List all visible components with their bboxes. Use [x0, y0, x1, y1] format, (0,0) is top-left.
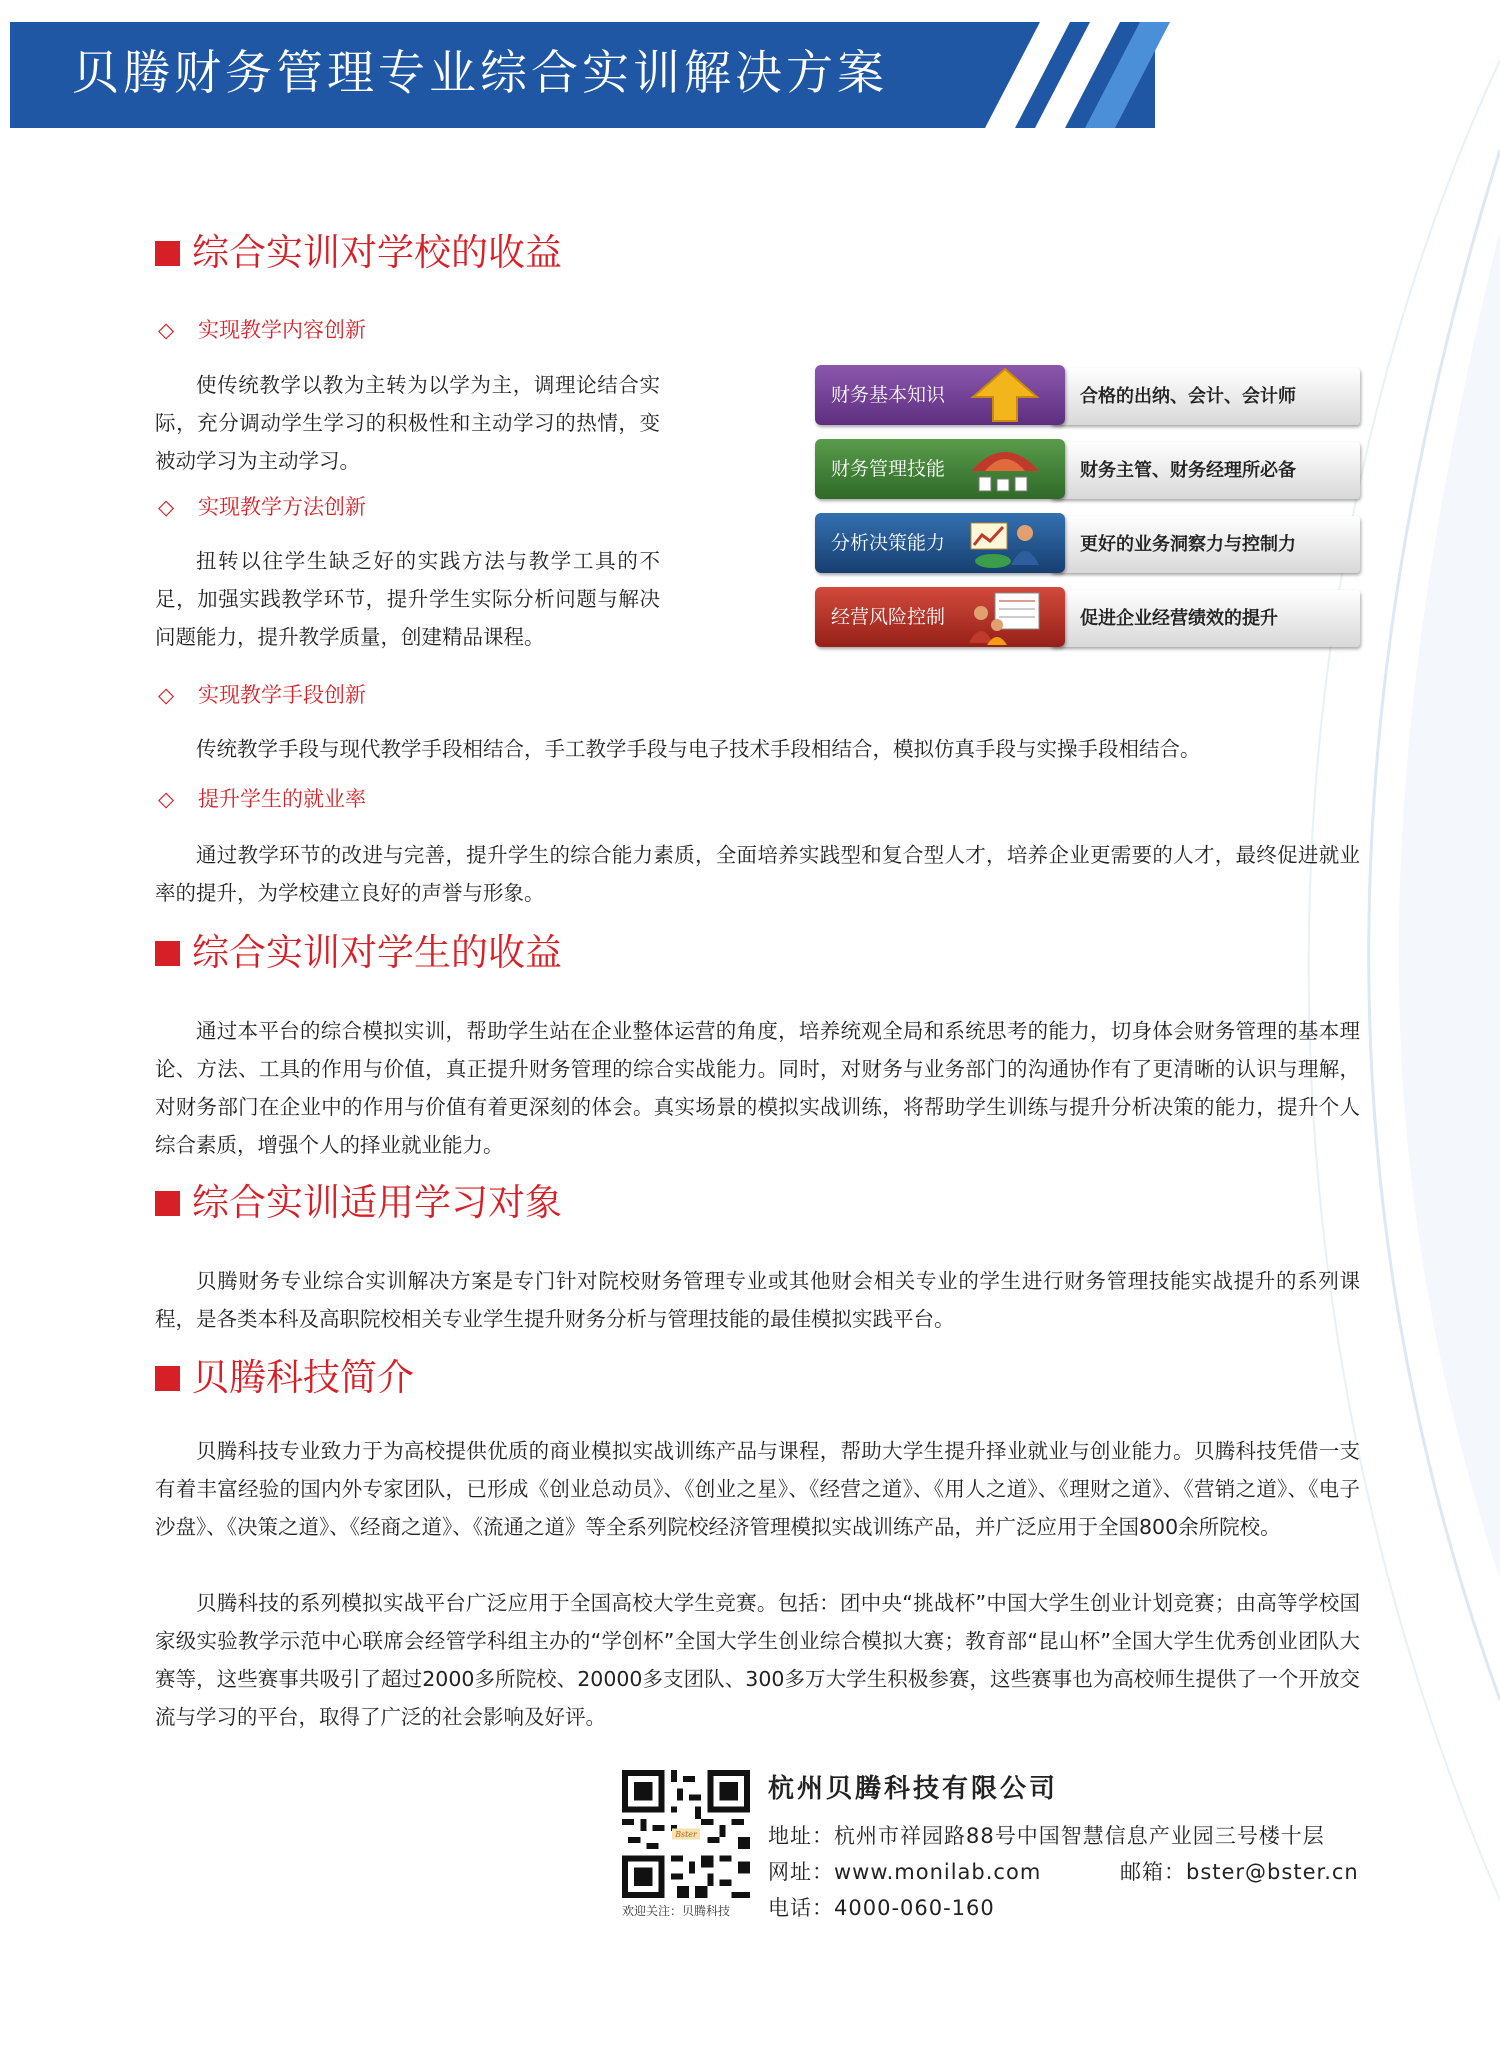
qr-logo-text: Bster [675, 1830, 697, 1840]
paragraph-student: 通过本平台的综合模拟实训，帮助学生站在企业整体运营的角度，培养统观全局和系统思考的能力，切身体会财务管理的基本理论、方法、工具的作用与价值，真正提升财务管理的综合实战能力。同时，对财务与业务部门的沟通协作有了更清晰的认识与理解，对财务部门在企业中的作用与价值有着更深刻的体会。真实场景的模拟实战训练，将帮助学生训练与提升分析决策的能力，提升个人综合素质，增强个人的择业就业能力。 [155, 1019, 1360, 1157]
square-bullet-icon [155, 241, 180, 266]
diagram-row-risk-control [815, 587, 1360, 647]
diamond-bullet-icon: ◇ [158, 683, 175, 707]
chart-person-icon [965, 515, 1045, 571]
qr-caption: 欢迎关注：贝腾科技 [622, 1904, 731, 1918]
page-title: 贝腾财务管理专业综合实训解决方案 [72, 46, 888, 101]
diagram-skill: 分析决策能力 [815, 513, 1065, 573]
people-icon [965, 589, 1045, 645]
company-name: 杭州贝腾科技有限公司 [768, 1774, 1059, 1804]
diamond-bullet-icon: ◇ [158, 787, 175, 811]
subheading-content-innovation: ◇ 实现教学内容创新 [158, 315, 366, 345]
paragraph-audience: 贝腾财务专业综合实训解决方案是专门针对院校财务管理专业或其他财会相关专业的学生进行财务管理技能实战提升的系列课程，是各类本科及高职院校相关专业学生提升财务分析与管理技能的最佳模拟实践平台。 [155, 1269, 1360, 1331]
qr-code-icon [622, 1770, 750, 1898]
subheading-method-innovation: ◇ 实现教学方法创新 [158, 492, 366, 522]
company-phone: 电话：4000-060-160 [768, 1896, 995, 1920]
diagram-outcome: 财务主管、财务经理所必备 [1050, 442, 1360, 499]
up-arrow-icon [965, 367, 1045, 423]
diagram-outcome: 合格的出纳、会计、会计师 [1050, 368, 1360, 425]
square-bullet-icon [155, 941, 180, 966]
skills-diagram [815, 365, 1360, 660]
diagram-row-analysis [815, 513, 1360, 573]
section-audience-heading: 综合实训适用学习对象 [155, 1180, 562, 1226]
section-student-heading: 综合实训对学生的收益 [155, 930, 562, 976]
paragraph-employment: 通过教学环节的改进与完善，提升学生的综合能力素质，全面培养实践型和复合型人才，培养企业更需要的人才，最终促进就业率的提升，为学校建立良好的声誉与形象。 [155, 843, 1360, 905]
header-banner [10, 22, 1155, 128]
diagram-skill: 财务基本知识 [815, 365, 1065, 425]
subheading-employment: ◇ 提升学生的就业率 [158, 784, 366, 814]
section-school-heading: 综合实训对学校的收益 [155, 230, 562, 276]
paragraph-method-innovation: 扭转以往学生缺乏好的实践方法与教学工具的不足，加强实践教学环节，提升学生实际分析问题与解决问题能力，提升教学质量，创建精品课程。 [155, 549, 660, 649]
diagram-outcome: 促进企业经营绩效的提升 [1050, 590, 1360, 647]
company-website[interactable]: 网址：www.monilab.com [768, 1860, 1042, 1884]
umbrella-icon [965, 441, 1045, 497]
diagram-row-basic-knowledge [815, 365, 1360, 425]
diamond-bullet-icon: ◇ [158, 495, 175, 519]
company-email[interactable]: 邮箱：bster@bster.cn [1120, 1860, 1359, 1884]
paragraph-about-2: 贝腾科技的系列模拟实战平台广泛应用于全国高校大学生竞赛。包括：团中央“挑战杯”中国大学生创业计划竞赛；由高等学校国家级实验教学示范中心联席会经管学科组主办的“学创杯”全国大学生创业综合模拟大赛；教育部“昆山杯”全国大学生优秀创业团队大赛等，这些赛事共吸引了超过2000多所院校、20000多支团队、300多万大学生积极参赛，这些赛事也为高校师生提供了一个开放交流与学习的平台，取得了广泛的社会影响及好评。 [155, 1591, 1360, 1729]
diagram-outcome: 更好的业务洞察力与控制力 [1050, 516, 1360, 573]
diagram-skill: 经营风险控制 [815, 587, 1065, 647]
diagram-row-management-skills [815, 439, 1360, 499]
diamond-bullet-icon: ◇ [158, 318, 175, 342]
paragraph-content-innovation: 使传统教学以教为主转为以学为主，调理论结合实际，充分调动学生学习的积极性和主动学习的热情，变被动学习为主动学习。 [155, 373, 660, 473]
diagram-skill: 财务管理技能 [815, 439, 1065, 499]
paragraph-means-innovation: 传统教学手段与现代教学手段相结合，手工教学手段与电子技术手段相结合，模拟仿真手段与实操手段相结合。 [196, 737, 1201, 761]
square-bullet-icon [155, 1366, 180, 1391]
banner-stripes [985, 22, 1175, 128]
square-bullet-icon [155, 1191, 180, 1216]
section-about-heading: 贝腾科技简介 [155, 1355, 414, 1401]
paragraph-about-1: 贝腾科技专业致力于为高校提供优质的商业模拟实战训练产品与课程，帮助大学生提升择业就业与创业能力。贝腾科技凭借一支有着丰富经验的国内外专家团队，已形成《创业总动员》、《创业之星》、《经营之道》、《用人之道》、《理财之道》、《营销之道》、《电子沙盘》、《决策之道》、《经商之道》、《流通之道》等全系列院校经济管理模拟实战训练产品，并广泛应用于全国800余所院校。 [155, 1439, 1360, 1539]
company-address: 地址：杭州市祥园路88号中国智慧信息产业园三号楼十层 [768, 1824, 1325, 1848]
subheading-means-innovation: ◇ 实现教学手段创新 [158, 680, 366, 710]
